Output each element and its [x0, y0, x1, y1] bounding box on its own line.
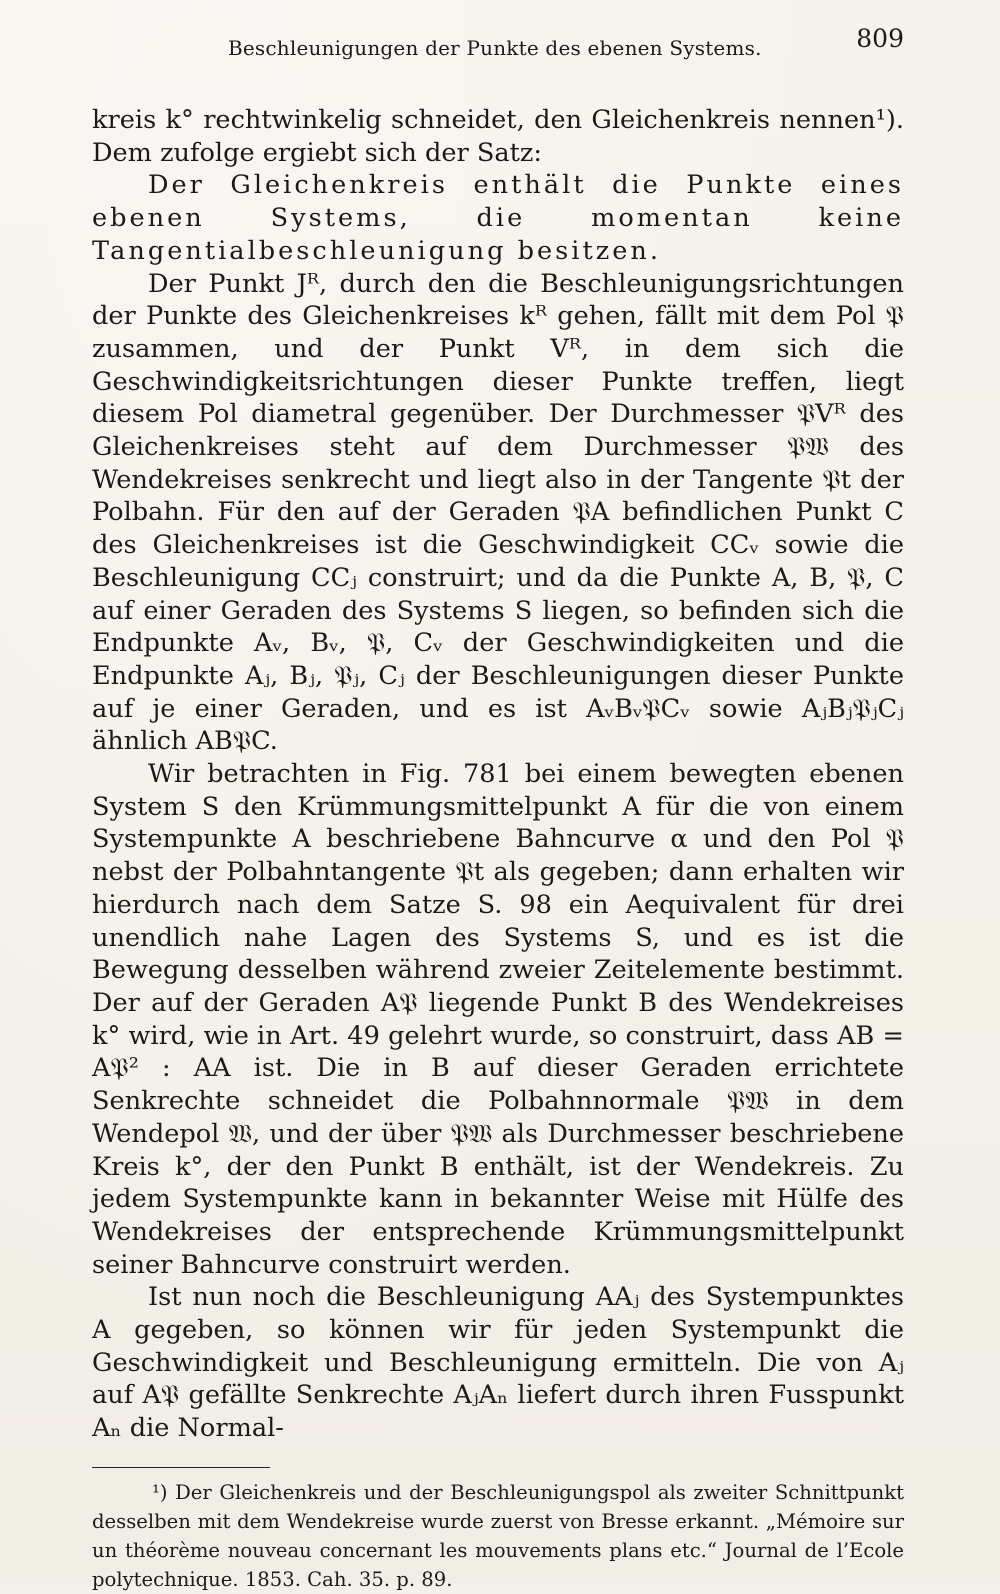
paragraph-2-theorem: Der Gleichenkreis enthält die Punkte eines ebenen Systems, die momentan keine Tangentialbeschleunigung besitzen. — [92, 170, 904, 266]
running-title: Beschleunigungen der Punkte des ebenen Systems. — [228, 36, 762, 60]
page-number: 809 — [856, 24, 904, 53]
body-text — [92, 104, 904, 1445]
footnote-divider — [92, 1467, 270, 1468]
paragraph-5: Ist nun noch die Beschleunigung AAⱼ des Systempunktes A gegeben, so können wir für jeden Systempunkt die Geschwindigkeit und Beschleunigung ermitteln. Die von Aⱼ auf A𝔓 gefällte Senkrechte AⱼAₙ liefert durch ihren Fusspunkt Aₙ die Normal- — [92, 1282, 904, 1444]
paragraph-1: kreis k° rechtwinkelig schneidet, den Gleichenkreis nennen¹). Dem zufolge ergiebt sich der Satz: — [92, 105, 904, 168]
running-header — [92, 24, 904, 64]
paragraph-3: Der Punkt Jᴿ, durch den die Beschleunigungsrichtungen der Punkte des Gleichenkreises kᴿ gehen, fällt mit dem Pol 𝔓 zusammen, und der Punkt Vᴿ, in dem sich die Geschwindigkeitsrichtungen dieser Punkte treffen, liegt diesem Pol diametral gegenüber. Der Durchmesser 𝔓Vᴿ des Gleichenkreises steht auf dem Durchmesser 𝔓𝔚 des Wendekreises senkrecht und liegt also in der Tangente 𝔓t der Polbahn. Für den auf der Geraden 𝔓A befindlichen Punkt C des Gleichenkreises ist die Geschwindigkeit CCᵥ sowie die Beschleunigung CCⱼ construirt; und da die Punkte A, B, 𝔓, C auf einer Geraden des Systems S liegen, so befinden sich die Endpunkte Aᵥ, Bᵥ, 𝔓, Cᵥ der Geschwindigkeiten und die Endpunkte Aⱼ, Bⱼ, 𝔓ⱼ, Cⱼ der Beschleunigungen dieser Punkte auf je einer Geraden, und es ist AᵥBᵥ𝔓Cᵥ sowie AⱼBⱼ𝔓ⱼCⱼ ähnlich AB𝔓C. — [92, 268, 904, 757]
footnote: ¹) Der Gleichenkreis und der Beschleunigungspol als zweiter Schnittpunkt desselben mit dem Wendekreise wurde zuerst von Bresse erkannt. „Mémoire sur un théorème nouveau concernant les mouvements plans etc.“ Journal de l’Ecole polytechnique. 1853. Cah. 35. p. 89. — [92, 1480, 904, 1591]
paragraph-4: Wir betrachten in Fig. 781 bei einem bewegten ebenen System S den Krümmungsmittelpunkt A für die von einem Systempunkte A beschriebene Bahncurve α und den Pol 𝔓 nebst der Polbahntangente 𝔓t als gegeben; dann erhalten wir hierdurch nach dem Satze S. 98 ein Aequivalent für drei unendlich nahe Lagen des Systems S, und es ist die Bewegung desselben während zweier Zeitelemente bestimmt. Der auf der Geraden A𝔓 liegende Punkt B des Wendekreises k° wird, wie in Art. 49 gelehrt wurde, so construirt, dass AB = A𝔓² : AA ist. Die in B auf dieser Geraden errichtete Senkrechte schneidet die Polbahnnormale 𝔓𝔚 in dem Wendepol 𝔚, und der über 𝔓𝔚 als Durchmesser beschriebene Kreis k°, der den Punkt B enthält, ist der Wendekreis. Zu jedem Systempunkte kann in bekannter Weise mit Hülfe des Wendekreises der entsprechende Krümmungsmittelpunkt seiner Bahncurve construirt werden. — [92, 759, 904, 1280]
